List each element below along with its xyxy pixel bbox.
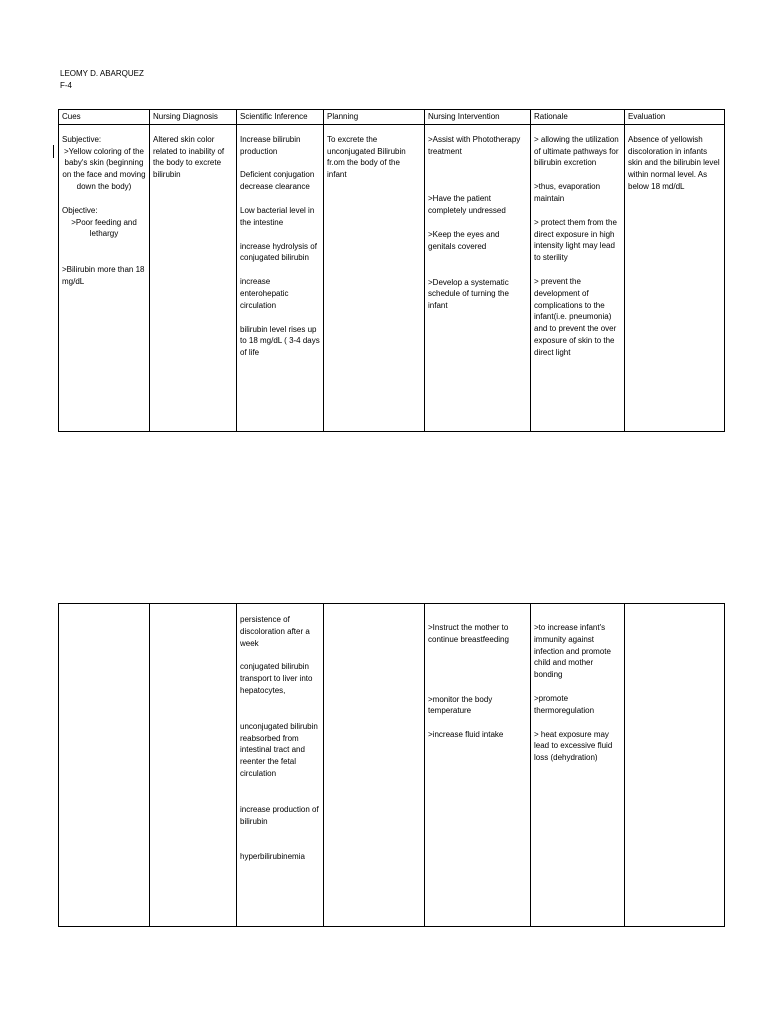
table-header-row [59,110,725,125]
diagnosis-cell [150,604,237,927]
document-header [60,68,144,92]
evaluation-cell [625,604,725,927]
subjective-label: Subjective: [62,134,102,144]
rationale-item: > heat exposure may lead to excessive fluid loss (dehydration) [534,729,613,763]
table-row [59,124,725,431]
care-plan-table-2 [58,603,725,927]
rationale-item: >thus, evaporation maintain [534,182,601,203]
evaluation-text: Absence of yellowish discoloration in infants skin and the bilirubin level within normal level. As below 18 md/dL [628,134,720,191]
column-header-cues: Cues [59,110,150,125]
cues-cell [59,604,150,927]
inference-cell [237,124,324,431]
bilirubin-cue: >Bilirubin more than 18 mg/dL [62,265,145,286]
column-header-evaluation: Evaluation [625,110,725,125]
rationale-cell [531,604,625,927]
inference-item: Deficient conjugation decrease clearance [240,170,315,192]
intervention-item: >increase fluid intake [428,730,504,740]
care-plan-table-1 [58,109,725,432]
cues-cell [59,124,150,431]
intervention-cell [425,604,531,927]
inference-cell [237,604,324,927]
column-header-intervention: Nursing Intervention [425,110,531,125]
intervention-item: >Instruct the mother to continue breastfeeding [428,623,509,644]
column-header-planning: Planning [324,110,425,125]
intervention-item: >Assist with Phototherapy treatment [428,134,521,156]
inference-item: bilirubin level rises up to 18 mg/dL ( 3-4 days of life [240,324,320,358]
rationale-item: >to increase infant's immunity against infection and promote child and mother bonding [534,623,611,680]
intervention-item: >monitor the body temperature [428,694,493,716]
evaluation-cell [625,124,725,431]
rationale-item: > allowing the utilization of ultimate pathways for bilirubin excretion [534,134,619,168]
inference-item: hyperbilirubinemia [240,852,305,862]
intervention-item: >Keep the eyes and genitals covered [428,229,500,251]
objective-label: Objective: [62,205,98,215]
rationale-item: > protect them from the direct exposure in high intensity light may lead to sterility [534,217,617,263]
intervention-item: >Have the patient completely undressed [428,194,506,216]
inference-item: persistence of discoloration after a week [240,615,310,648]
inference-item: increase hydrolysis of conjugated bilirubin [240,241,317,263]
subjective-text: >Yellow coloring of the baby's skin (beginning on the face and moving down the body) [62,146,146,191]
intervention-item: >Develop a systematic schedule of turning the infant [428,277,509,311]
intervention-cell [425,124,531,431]
table-row [59,604,725,927]
planning-cell [324,124,425,431]
inference-item: increase enterohepatic circulation [240,277,289,310]
column-header-diagnosis: Nursing Diagnosis [150,110,237,125]
planning-text: To excrete the unconjugated Bilirubin fr.om the body of the infant [327,134,406,180]
inference-item: Increase bilirubin production [240,134,301,156]
rationale-item: >promote thermoregulation [534,693,595,715]
text-cursor [53,145,54,158]
author-name: LEOMY D. ABARQUEZ [60,69,144,78]
planning-cell [324,604,425,927]
inference-item: conjugated bilirubin transport to liver into hepatocytes, [240,662,313,695]
rationale-cell [531,124,625,431]
objective-text: >Poor feeding and lethargy [71,217,137,239]
inference-item: unconjugated bilirubin reabsorbed from intestinal tract and reenter the fetal circulation [240,721,318,778]
rationale-item: > prevent the development of complications to the infant(i.e. pneumonia) and to prevent the over exposure of skin to the direct light [534,276,617,357]
column-header-inference: Scientific Inference [237,110,324,125]
column-header-rationale: Rationale [531,110,625,125]
diagnosis-cell [150,124,237,431]
inference-item: Low bacterial level in the intestine [240,205,315,227]
inference-item: increase production of bilirubin [240,804,319,826]
section-label: F-4 [60,81,72,90]
diagnosis-text: Altered skin color related to inability of the body to excrete bilirubin [153,134,225,180]
